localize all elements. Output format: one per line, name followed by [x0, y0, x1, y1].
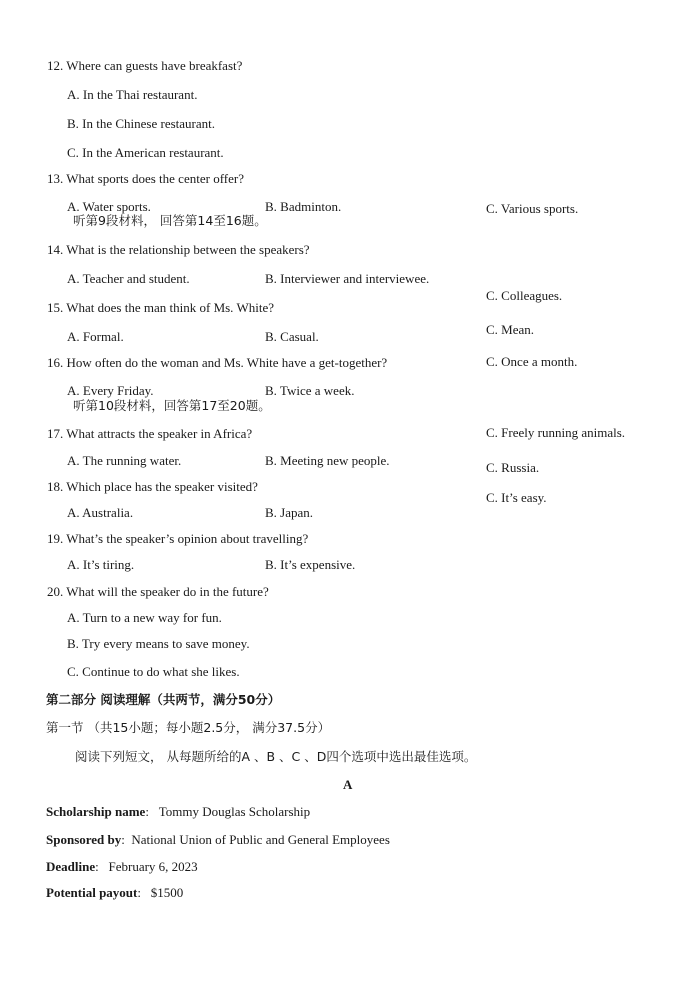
scholarship-name-label: Scholarship name — [46, 804, 146, 819]
question-12-option-a: A. In the Thai restaurant. — [67, 87, 198, 102]
question-15-option-b: B. Casual. — [265, 329, 319, 344]
question-12-option-c: C. In the American restaurant. — [67, 145, 224, 160]
question-18-option-c: C. Russia. — [486, 460, 540, 475]
question-12-stem: 12. Where can guests have breakfast? — [47, 58, 243, 73]
question-18-option-a: A. Australia. — [67, 505, 134, 520]
question-14-option-c: C. Colleagues. — [486, 288, 563, 303]
question-20-option-a: A. Turn to a new way for fun. — [67, 610, 222, 625]
question-14-option-a: A. Teacher and student. — [67, 271, 190, 286]
deadline-row: Deadline: February 6, 2023 — [46, 859, 198, 874]
reading-instruction: 阅读下列短文， 从每题所给的A 、B 、C 、D四个选项中选出最佳选项。 — [75, 749, 477, 764]
question-13-stem: 13. What sports does the center offer? — [47, 171, 244, 186]
question-14-option-b: B. Interviewer and interviewee. — [265, 271, 430, 286]
deadline-label: Deadline — [46, 859, 96, 874]
question-13-option-b: B. Badminton. — [265, 199, 342, 214]
payout-row: Potential payout: $1500 — [46, 885, 184, 900]
question-14-stem: 14. What is the relationship between the speakers? — [47, 242, 310, 257]
payout-value: $1500 — [150, 885, 184, 900]
instruction-14-16: 听第9段材料， 回答第14至16题。 — [73, 213, 267, 228]
deadline-value: February 6, 2023 — [108, 859, 198, 874]
question-15-option-a: A. Formal. — [67, 329, 124, 344]
question-18-option-b: B. Japan. — [265, 505, 314, 520]
scholarship-name-row: Scholarship name: Tommy Douglas Scholarship — [46, 804, 311, 819]
question-17-option-c: C. Freely running animals. — [486, 425, 626, 440]
scholarship-name-value: Tommy Douglas Scholarship — [158, 804, 311, 819]
payout-label: Potential payout — [46, 885, 138, 900]
question-15-stem: 15. What does the man think of Ms. White? — [47, 300, 274, 315]
question-16-option-c: C. Once a month. — [486, 354, 578, 369]
question-13-option-a: A. Water sports. — [67, 199, 151, 214]
question-19-stem: 19. What’s the speaker’s opinion about travelling? — [47, 531, 309, 546]
part-two-heading: 第二部分 阅读理解（共两节，满分50分） — [46, 692, 281, 707]
question-19-option-b: B. It’s expensive. — [265, 557, 356, 572]
question-20-option-c: C. Continue to do what she likes. — [67, 664, 240, 679]
question-16-option-b: B. Twice a week. — [265, 383, 355, 398]
question-17-stem: 17. What attracts the speaker in Africa? — [47, 426, 253, 441]
question-13-option-c: C. Various sports. — [486, 201, 579, 216]
section-one-heading: 第一节 （共15小题；每小题2.5分， 满分37.5分） — [46, 720, 331, 735]
question-19-option-c: C. It’s easy. — [486, 490, 547, 505]
sponsor-row: Sponsored by: National Union of Public and General Employees — [46, 832, 390, 847]
question-18-stem: 18. Which place has the speaker visited? — [47, 479, 258, 494]
instruction-17-20: 听第10段材料，回答第17至20题。 — [73, 398, 271, 413]
question-20-option-b: B. Try every means to save money. — [67, 636, 250, 651]
passage-letter: A — [343, 777, 353, 792]
question-16-option-a: A. Every Friday. — [67, 383, 154, 398]
sponsor-label: Sponsored by — [46, 832, 122, 847]
sponsor-value: National Union of Public and General Employees — [131, 832, 390, 847]
question-17-option-a: A. The running water. — [67, 453, 182, 468]
question-15-option-c: C. Mean. — [486, 322, 535, 337]
question-16-stem: 16. How often do the woman and Ms. White have a get-together? — [47, 355, 388, 370]
question-20-stem: 20. What will the speaker do in the future? — [47, 584, 269, 599]
question-19-option-a: A. It’s tiring. — [67, 557, 135, 572]
question-17-option-b: B. Meeting new people. — [265, 453, 390, 468]
question-12-option-b: B. In the Chinese restaurant. — [67, 116, 216, 131]
